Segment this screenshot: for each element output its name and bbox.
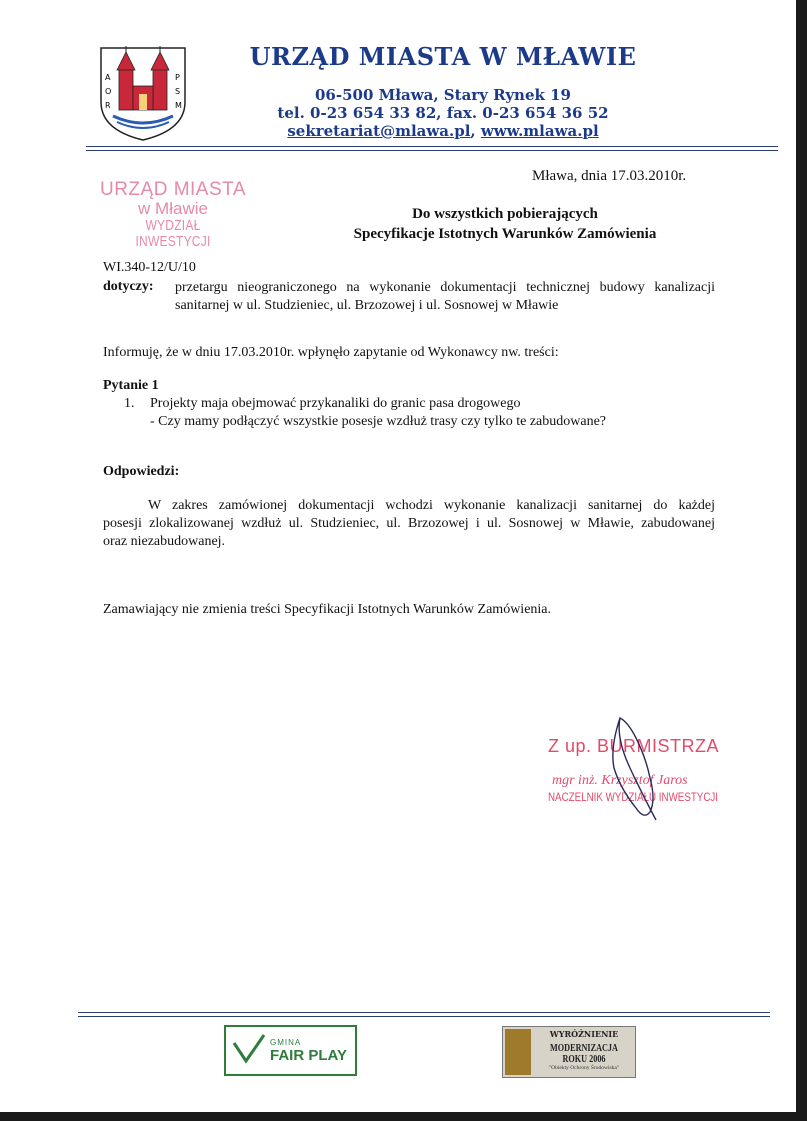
email-link[interactable]: sekretariat@mlawa.pl xyxy=(287,122,471,140)
intro-text: Informuję, że w dniu 17.03.2010r. wpłynęło zapytanie od Wykonawcy nw. treści: xyxy=(103,345,559,360)
trophy-icon xyxy=(505,1029,531,1075)
award-name: MODERNIZACJA ROKU 2006 xyxy=(550,1043,618,1065)
scan-edge-right xyxy=(796,0,807,1121)
question-line2: - Czy mamy podłączyć wszystkie posesje wzdłuż trasy czy tylko te zabudowane? xyxy=(150,414,607,429)
question-line1: Projekty maja obejmować przykanaliki do granic pasa drogowego xyxy=(150,396,521,411)
contact-separator: , xyxy=(470,122,481,140)
footer-rule-thin xyxy=(78,1016,770,1017)
office-stamp-line2: w Mławie xyxy=(138,198,208,218)
subject-line2: sanitarnej w ul. Studzieniec, ul. Brzozowej i ul. Sosnowej w Mławie xyxy=(175,298,559,313)
answer-paragraph xyxy=(103,497,715,551)
handwritten-signature-icon xyxy=(580,708,690,826)
crest-letter: M xyxy=(175,101,182,110)
crest-letter: S xyxy=(175,87,181,96)
subject-line1: przetargu nieograniczonego na wykonanie dokumentacji technicznej budowy kanalizacji xyxy=(175,280,715,295)
question-heading: Pytanie 1 xyxy=(103,378,159,393)
fair-play-logo xyxy=(224,1025,357,1076)
award-title: WYRÓŻNIENIE xyxy=(549,1029,619,1039)
addressee xyxy=(320,204,690,244)
website-link[interactable]: www.mlawa.pl xyxy=(480,122,599,140)
answer-heading: Odpowiedzi: xyxy=(103,464,180,479)
letterhead-phone: tel. 0-23 654 33 82, fax. 0-23 654 36 52 xyxy=(277,104,609,122)
crest-letter: P xyxy=(175,73,180,82)
signature-stamp-line3: NACZELNIK WYDZIAŁU INWESTYCJI xyxy=(548,792,718,804)
signature-stamp-line2: mgr inż. Krzysztof Jaros xyxy=(552,773,688,788)
footer-rule xyxy=(78,1012,770,1013)
checkmark-icon xyxy=(230,1033,266,1069)
crest-letter: O xyxy=(105,87,112,96)
question-number: 1. xyxy=(124,396,135,411)
closing-statement: Zamawiający nie zmienia treści Specyfikacji Istotnych Warunków Zamówienia. xyxy=(103,602,552,617)
office-stamp-line1: URZĄD MIASTA xyxy=(99,179,247,200)
header-rule xyxy=(86,146,778,147)
addressee-line2: Specyfikacje Istotnych Warunków Zamówienia xyxy=(353,226,657,242)
answer-line2: posesji zlokalizowanej wzdłuż ul. Studzieniec, ul. Brzozowej i ul. Sosnowej w Mławie, zabudowanej xyxy=(103,516,715,531)
letterhead-address: 06-500 Mława, Stary Rynek 19 xyxy=(315,86,571,104)
letter-date: Mława, dnia 17.03.2010r. xyxy=(532,168,687,184)
office-stamp xyxy=(92,180,254,249)
office-stamp-line3: WYDZIAŁ INWESTYCJI xyxy=(135,216,211,250)
header-rule-thin xyxy=(86,150,778,151)
award-badge xyxy=(502,1026,636,1078)
reference-number: WI.340-12/U/10 xyxy=(103,260,196,275)
subject-label: dotyczy: xyxy=(103,279,154,294)
subject-text xyxy=(175,279,715,315)
signature-stamp-line1: Z up. BURMISTRZA xyxy=(548,736,720,756)
award-sub: "Obiekty Ochrony Środowiska" xyxy=(548,1065,620,1071)
city-crest-icon xyxy=(95,42,191,142)
answer-line3: oraz niezabudowanej. xyxy=(103,534,226,549)
fair-play-small: GMINA xyxy=(270,1038,302,1047)
fair-play-big: FAIR PLAY xyxy=(270,1047,347,1064)
letterhead-contact xyxy=(228,122,658,140)
answer-line1: W zakres zamówionej dokumentacji wchodzi wykonanie kanalizacji sanitarnej do każdej xyxy=(148,498,715,513)
crest-letter: R xyxy=(105,101,111,110)
addressee-line1: Do wszystkich pobierających xyxy=(412,206,598,222)
crest-letter: A xyxy=(105,73,111,82)
letterhead-title: URZĄD MIASTA W MŁAWIE xyxy=(249,42,637,71)
scan-edge-bottom xyxy=(0,1112,807,1121)
